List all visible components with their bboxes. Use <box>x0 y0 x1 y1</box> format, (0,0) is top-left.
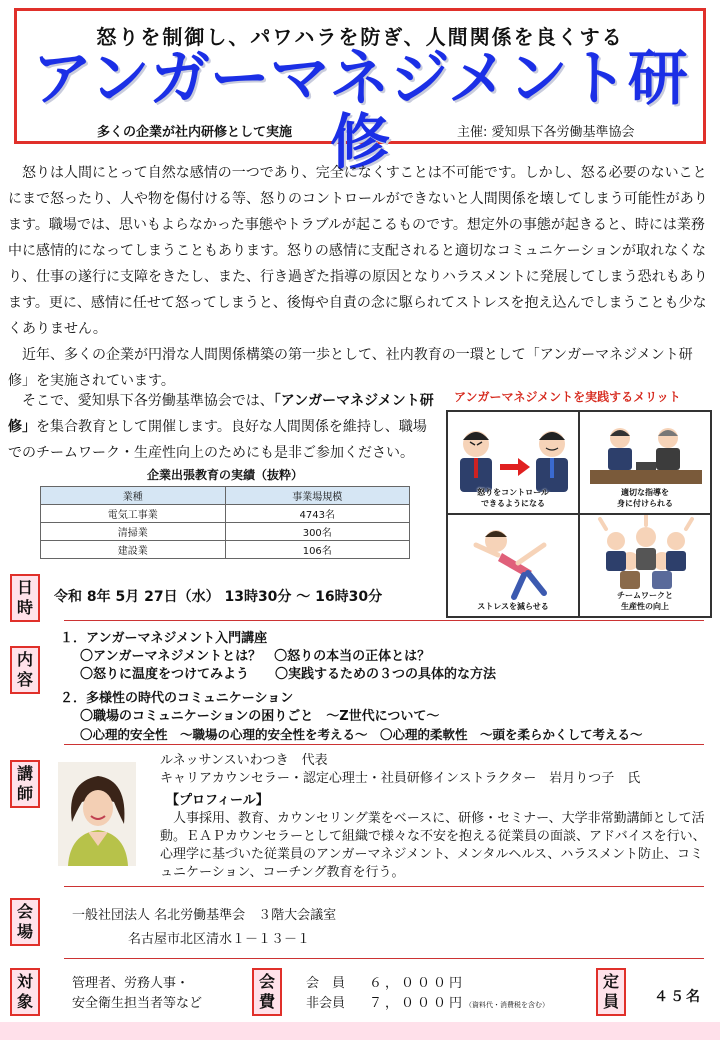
label-char: 師 <box>16 784 33 803</box>
target-line: 管理者、労務人事・ <box>72 976 190 991</box>
table-cell: 清掃業 <box>41 523 226 541</box>
header-subtitle: 怒りを制御し、パワハラを防ぎ、人間関係を良くする <box>96 25 624 49</box>
intro3-pre: そこで、愛知県下各労働基準協会では、 <box>22 393 274 409</box>
fee-nonmember-amount: ７，０００円 <box>369 996 466 1011</box>
label-char: 日 <box>16 578 33 597</box>
table-header-size: 事業場規模 <box>225 487 410 505</box>
page-title: アンガーマネジメント研修 <box>32 44 688 178</box>
header-tagline: 多くの企業が社内研修として実施 <box>97 125 293 140</box>
table-cell: 106名 <box>225 541 410 559</box>
venue-name: 一般社団法人 名北労働基準会 ３階大会議室 <box>72 908 337 923</box>
merit-cell-guidance <box>579 411 711 514</box>
intro-paragraph-2: 近年、多くの企業が円滑な人間関係構築の第一歩として、社内教育の一環として「アンガーマネジメント研修」を実施されています。 <box>8 347 693 389</box>
label-date <box>10 574 40 622</box>
label-lecturer <box>10 760 40 808</box>
fee-info <box>306 974 549 1015</box>
label-capacity <box>596 968 626 1016</box>
label-venue <box>10 898 40 946</box>
merit-cell-stress <box>447 514 579 617</box>
fee-member-amount: ６，０００円 <box>369 976 466 991</box>
table-row <box>41 523 410 541</box>
merit-cell-anger-control <box>447 411 579 514</box>
target-info <box>72 974 202 1014</box>
schedule-date: 令和 8年 5月 27日（水） 13時30分 ～ 16時30分 <box>54 589 383 605</box>
venue-address: 名古屋市北区清水１－１３－１ <box>128 932 311 947</box>
merit-caption <box>448 601 578 612</box>
target-line: 安全衛生担当者等など <box>72 996 203 1011</box>
table-row <box>41 541 410 559</box>
organizer: 主催: 愛知県下各労働基準協会 <box>457 125 635 140</box>
capacity-value: ４５名 <box>654 989 702 1005</box>
intro-paragraph-3 <box>8 388 436 466</box>
merit-caption-text: 適切な指導を 身に付けられる <box>617 488 673 508</box>
label-char: 員 <box>602 992 619 1011</box>
divider <box>64 744 704 745</box>
merit-caption-text: 怒りをコントロール できるようになる <box>477 488 549 508</box>
profile-heading: 【プロフィール】 <box>166 793 269 808</box>
label-fee <box>252 968 282 1016</box>
fee-member-label: 会 員 <box>306 976 346 991</box>
merit-cell-teamwork <box>579 514 711 617</box>
footer-band <box>0 1022 720 1040</box>
content-item: ２．多様性の時代のコミュニケーション <box>60 691 294 706</box>
content-list <box>60 630 720 744</box>
intro-text <box>8 160 708 394</box>
label-target <box>10 968 40 1016</box>
merit-grid <box>446 410 712 618</box>
table-cell: 4743名 <box>225 505 410 523</box>
table-cell: 建設業 <box>41 541 226 559</box>
fee-member-row <box>306 974 549 994</box>
label-char: 場 <box>16 922 33 941</box>
intro3-bold: 「アンガーマネジメント研修」 <box>8 393 434 435</box>
fee-note: （資料代・消費税を含む） <box>465 1001 550 1009</box>
merit-caption-text: ストレスを減らせる <box>477 602 549 611</box>
merit-title: アンガーマネジメントを実践するメリット <box>454 390 681 404</box>
label-content <box>10 646 40 694</box>
table-cell: 電気工事業 <box>41 505 226 523</box>
fee-nonmember-label: 非会員 <box>306 996 346 1011</box>
label-char: 会 <box>258 972 275 991</box>
table-title: 企業出張教育の実績（抜粋） <box>146 468 303 482</box>
label-char: 容 <box>16 670 33 689</box>
table-header-industry: 業種 <box>41 487 226 505</box>
intro-paragraph-1: 怒りは人間にとって自然な感情の一つであり、完全になくすことは不可能です。しかし、怒る必要のないことにまで怒ったり、人や物を傷付ける等、怒りのコントロールができないと人間関係を壊してしまう可能性があります。職場では、思いもよらなかった事態やトラブルが起こるものです。想定外の事態が起きると、時には業務中に感情的になってしまうこともあります。怒りの感情に支配されると適切なコミュニケーションが取れなくなり、仕事の遂行に支障をきたし、また、行き過ぎた指導の原因となりハラスメントに発展してしまう恐れもあります。更に、感情に任せて怒ってしまうと、後悔や自責の念に駆られてストレスを抱え込んでしまうことも少なくありません。 <box>8 165 708 337</box>
label-char: 定 <box>602 972 619 991</box>
header-box <box>14 8 706 178</box>
content-subitem: 〇心理的安全性 ～職場の心理的安全性を考える～ 〇心理的柔軟性 ～頭を柔らかくして考える～ <box>80 727 643 742</box>
lecturer-info <box>160 752 710 882</box>
profile-text: 人事採用、教育、カウンセリング業をベースに、研修・セミナー、大学非常勤講師として活動。ＥＡＰカウンセラーとして組織で様々な不安を抱える従業員の面談、アドバイスを行い、心理学に基づいた従業員のアンガーマネジメント、メンタルヘルス、ハラスメント防止、コミュニケーション、コーチング教育を行う。 <box>160 811 706 880</box>
merit-caption <box>448 487 578 509</box>
lecturer-affiliation: ルネッサンスいわつき 代表 <box>160 753 328 768</box>
avatar <box>58 762 136 866</box>
label-char: 時 <box>16 598 33 617</box>
label-char: 象 <box>16 992 33 1011</box>
intro3-post: を集合教育として開催します。良好な人間関係を維持し、職場でのチームワーク・生産性向上のためにも是非ご参加ください。 <box>8 419 427 461</box>
venue-info <box>72 904 336 952</box>
divider <box>64 958 704 959</box>
lecturer-name: キャリアカウンセラー・認定心理士・社員研修インストラクター 岩月りつ子 氏 <box>160 771 641 786</box>
divider <box>64 620 704 621</box>
label-char: 費 <box>258 992 275 1011</box>
content-subitem: 〇職場のコミュニケーションの困りごと ～Z世代について～ <box>80 709 440 724</box>
merit-caption <box>580 487 710 509</box>
table-row <box>41 505 410 523</box>
merit-caption-text: チームワークと 生産性の向上 <box>617 591 673 611</box>
divider <box>64 886 704 887</box>
label-char: 講 <box>16 764 33 783</box>
merit-caption <box>580 590 710 612</box>
content-item: １．アンガーマネジメント入門講座 <box>60 631 268 646</box>
label-char: 会 <box>16 902 33 921</box>
performance-table <box>40 486 410 559</box>
fee-nonmember-row <box>306 994 549 1015</box>
table-cell: 300名 <box>225 523 410 541</box>
content-subitem: 〇アンガーマネジメントとは？ 〇怒りの本当の正体とは？ <box>80 649 431 664</box>
label-char: 内 <box>16 650 33 669</box>
label-char: 対 <box>16 972 33 991</box>
content-subitem: 〇怒りに温度をつけてみよう 〇実践するための３つの具体的な方法 <box>80 667 497 682</box>
